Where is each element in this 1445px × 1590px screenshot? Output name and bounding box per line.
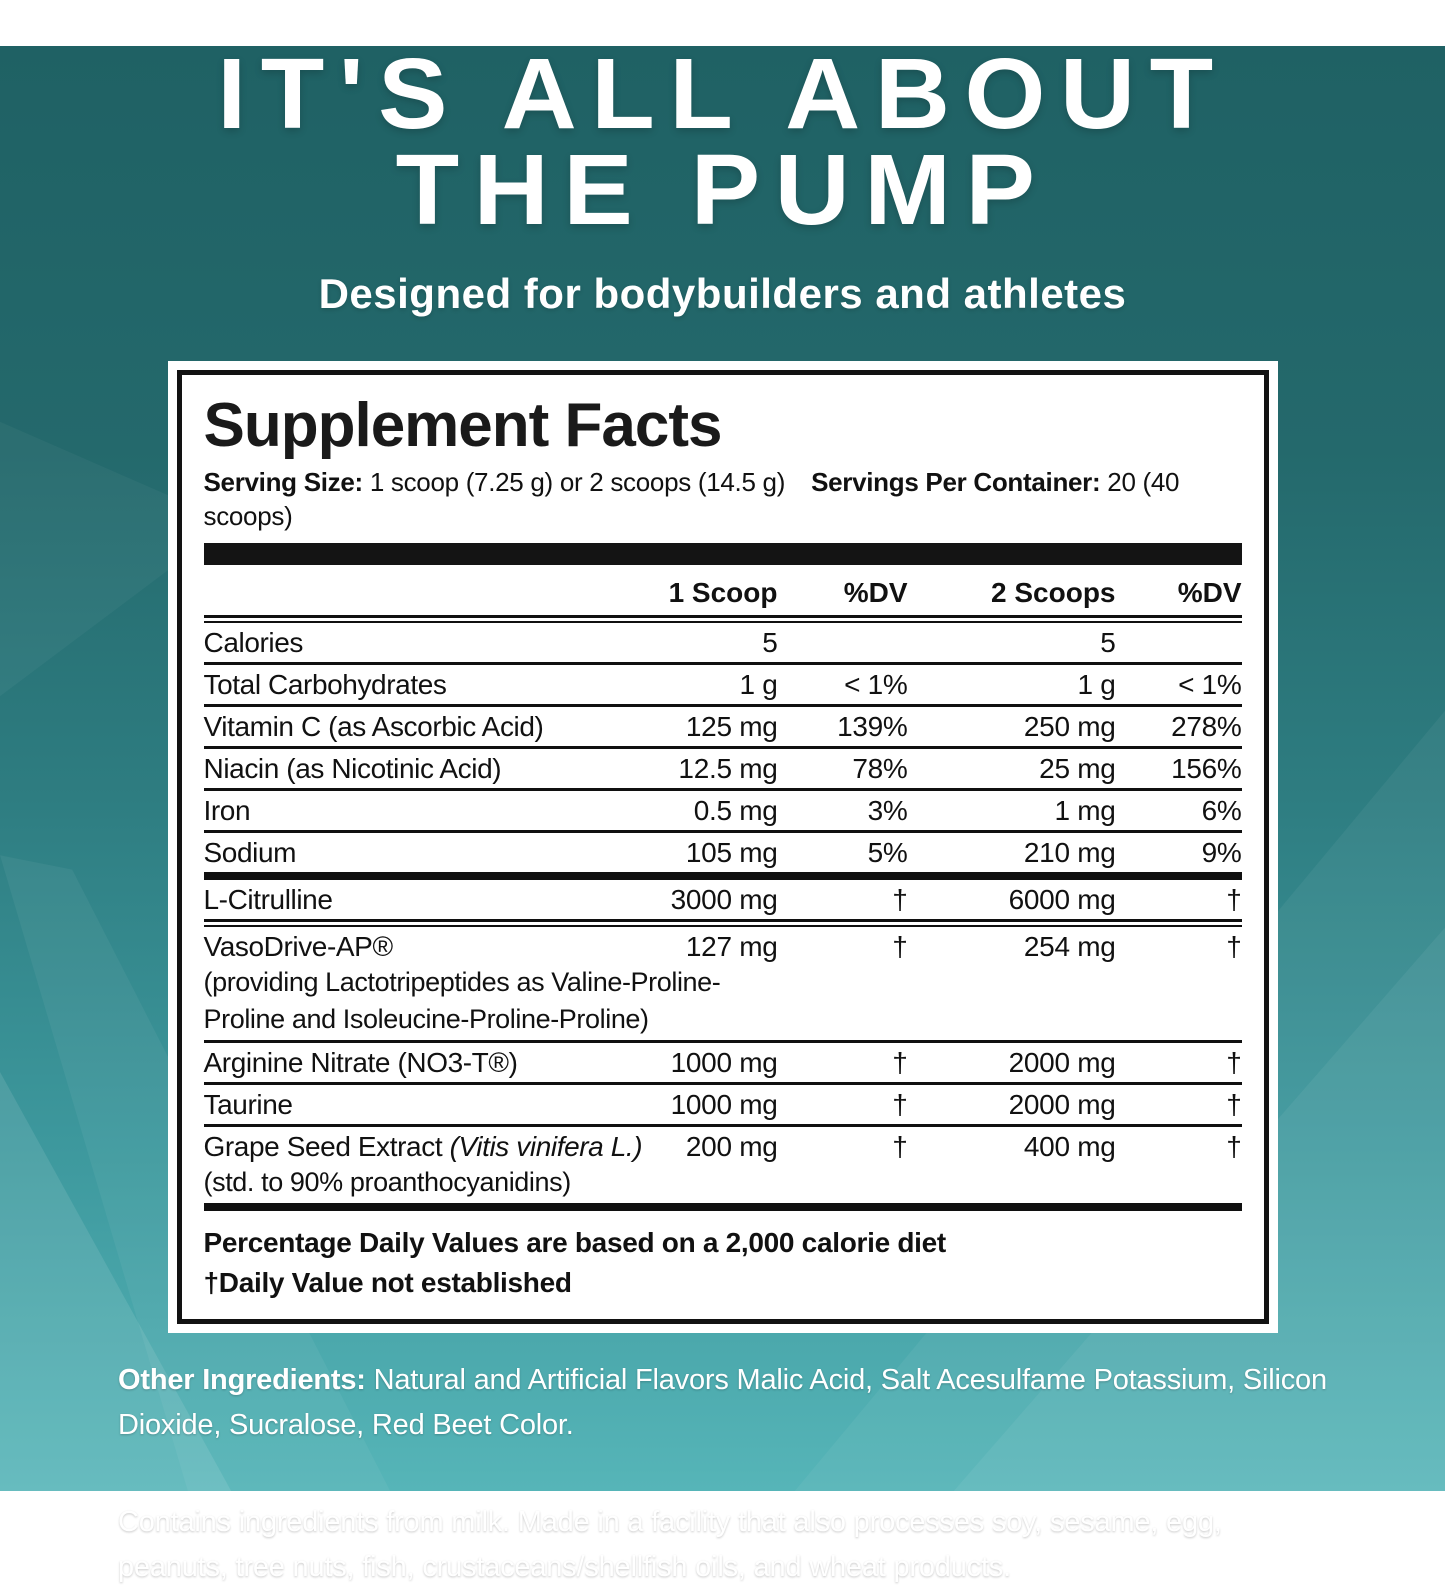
- amount-1-scoop: 105 mg: [685, 837, 778, 868]
- ingredient-subtext: (std. to 90% proanthocyanidins): [203, 1167, 571, 1197]
- percent-dv-2-scoops: 278%: [1171, 711, 1242, 742]
- table-row: [204, 1085, 1242, 1124]
- servings-per-container-value: 20 (40 scoops): [203, 467, 1180, 531]
- percent-dv-1-scoop: †: [892, 1047, 908, 1078]
- table-row: [204, 707, 1242, 746]
- table-divider: [204, 615, 1242, 623]
- product-infographic: [0, 38, 1445, 1583]
- column-header-1-scoop: 1 Scoop: [668, 577, 778, 608]
- footnote-dagger: †Daily Value not established: [203, 1267, 572, 1298]
- percent-dv-2-scoops: †: [1226, 1131, 1242, 1162]
- amount-2-scoops: 210 mg: [1023, 837, 1116, 868]
- footnotes: [204, 1211, 1242, 1303]
- percent-dv-1-scoop: †: [892, 931, 908, 962]
- percent-dv-1-scoop: < 1%: [844, 669, 908, 700]
- percent-dv-1-scoop: 139%: [837, 711, 908, 742]
- serving-size-value: 1 scoop (7.25 g) or 2 scoops (14.5 g): [369, 467, 786, 497]
- column-header-dv2: %DV: [1177, 577, 1242, 608]
- headline-line1: IT'S ALL ABOUT: [217, 38, 1228, 150]
- amount-1-scoop: 1 g: [739, 669, 778, 700]
- other-ingredients-text: Natural and Artificial Flavors Malic Acid, Salt Acesulfame Potassium, Silicon Dioxide, Sucralose, Red Beet Color.: [118, 1364, 1327, 1441]
- ingredient-name: Calories: [203, 627, 304, 658]
- amount-1-scoop: 125 mg: [685, 711, 778, 742]
- amount-2-scoops: 2000 mg: [1008, 1089, 1116, 1120]
- ingredient-name: Total Carbohydrates: [203, 669, 447, 700]
- amount-2-scoops: 5: [1100, 627, 1116, 658]
- amount-1-scoop: 1000 mg: [670, 1047, 778, 1078]
- table-divider: [204, 1203, 1242, 1211]
- percent-dv-1-scoop: 3%: [867, 795, 908, 826]
- table-row: [204, 749, 1242, 788]
- ingredient-name: Vitamin C (as Ascorbic Acid): [203, 711, 544, 742]
- allergen-paragraph: Contains ingredients from milk. Made in a facility that also processes soy, sesame, egg, peanuts, tree nuts, fish, crustaceans/shellfish oils, and wheat products.: [118, 1506, 1222, 1583]
- column-header-dv1: %DV: [843, 577, 908, 608]
- servings-per-container-label: Servings Per Container:: [811, 467, 1101, 497]
- headline-line2: THE PUMP: [395, 134, 1050, 246]
- ingredient-name: VasoDrive-AP®: [203, 931, 393, 962]
- percent-dv-2-scoops: < 1%: [1178, 669, 1242, 700]
- amount-1-scoop: 3000 mg: [670, 884, 778, 915]
- percent-dv-2-scoops: 156%: [1171, 753, 1242, 784]
- percent-dv-2-scoops: †: [1226, 931, 1242, 962]
- table-row: [204, 880, 1242, 919]
- percent-dv-2-scoops: 6%: [1201, 795, 1242, 826]
- amount-2-scoops: 6000 mg: [1008, 884, 1116, 915]
- supplement-facts-panel: [177, 370, 1269, 1324]
- ingredient-name: Iron: [203, 795, 251, 826]
- percent-dv-2-scoops: 9%: [1201, 837, 1242, 868]
- percent-dv-1-scoop: †: [892, 1089, 908, 1120]
- panel-title: Supplement Facts: [203, 391, 722, 460]
- amount-1-scoop: 0.5 mg: [693, 795, 778, 826]
- ingredient-name: Arginine Nitrate (NO3-T®): [203, 1047, 518, 1078]
- ingredient-name: L-Citrulline: [203, 884, 333, 915]
- percent-dv-2-scoops: †: [1226, 1089, 1242, 1120]
- amount-1-scoop: 5: [762, 627, 778, 658]
- other-ingredients-label: Other Ingredients:: [118, 1364, 366, 1396]
- ingredient-subtext: (providing Lactotripeptides as Valine-Proline-: [203, 967, 721, 997]
- ingredient-name: Taurine: [203, 1089, 293, 1120]
- amount-1-scoop: 1000 mg: [670, 1089, 778, 1120]
- table-header: [204, 569, 1242, 615]
- serving-size-label: Serving Size:: [203, 467, 363, 497]
- percent-dv-2-scoops: †: [1226, 1047, 1242, 1078]
- amount-1-scoop: 200 mg: [685, 1131, 778, 1162]
- percent-dv-1-scoop: †: [892, 1131, 908, 1162]
- percent-dv-1-scoop: 78%: [852, 753, 908, 784]
- table-row: [204, 833, 1242, 872]
- percent-dv-1-scoop: †: [892, 884, 908, 915]
- column-header-2-scoops: 2 Scoops: [991, 577, 1116, 608]
- footnote-daily-values: Percentage Daily Values are based on a 2,000 calorie diet: [203, 1227, 946, 1258]
- amount-1-scoop: 12.5 mg: [678, 753, 778, 784]
- ingredient-name-latin: (Vitis vinifera L.): [442, 1131, 643, 1162]
- ingredient-name: Grape Seed Extract (Vitis vinifera L.): [203, 1131, 643, 1162]
- divider-bar-top: [204, 543, 1242, 565]
- table-row: [204, 1127, 1242, 1166]
- amount-2-scoops: 254 mg: [1023, 931, 1116, 962]
- table-row: [204, 623, 1242, 662]
- ingredient-name: Sodium: [203, 837, 297, 868]
- amount-1-scoop: 127 mg: [685, 931, 778, 962]
- amount-2-scoops: 2000 mg: [1008, 1047, 1116, 1078]
- table-divider: [204, 919, 1242, 927]
- subtitle: Designed for bodybuilders and athletes: [318, 270, 1127, 317]
- table-row: [204, 1043, 1242, 1082]
- table-row: [204, 665, 1242, 704]
- table-divider: [204, 872, 1242, 880]
- percent-dv-2-scoops: †: [1226, 884, 1242, 915]
- table-body: [204, 623, 1242, 1211]
- other-ingredients-paragraph: [118, 1358, 1327, 1448]
- ingredient-subtext: Proline and Isoleucine-Proline-Proline): [203, 1004, 649, 1034]
- amount-2-scoops: 400 mg: [1023, 1131, 1116, 1162]
- amount-2-scoops: 1 g: [1077, 669, 1116, 700]
- ingredient-name: Niacin (as Nicotinic Acid): [203, 753, 502, 784]
- table-row: [204, 927, 1242, 966]
- table-row: [204, 791, 1242, 830]
- amount-2-scoops: 25 mg: [1039, 753, 1116, 784]
- amount-2-scoops: 250 mg: [1023, 711, 1116, 742]
- percent-dv-1-scoop: 5%: [867, 837, 908, 868]
- headline: [13, 38, 1433, 246]
- amount-2-scoops: 1 mg: [1054, 795, 1116, 826]
- serving-info: [204, 465, 1242, 533]
